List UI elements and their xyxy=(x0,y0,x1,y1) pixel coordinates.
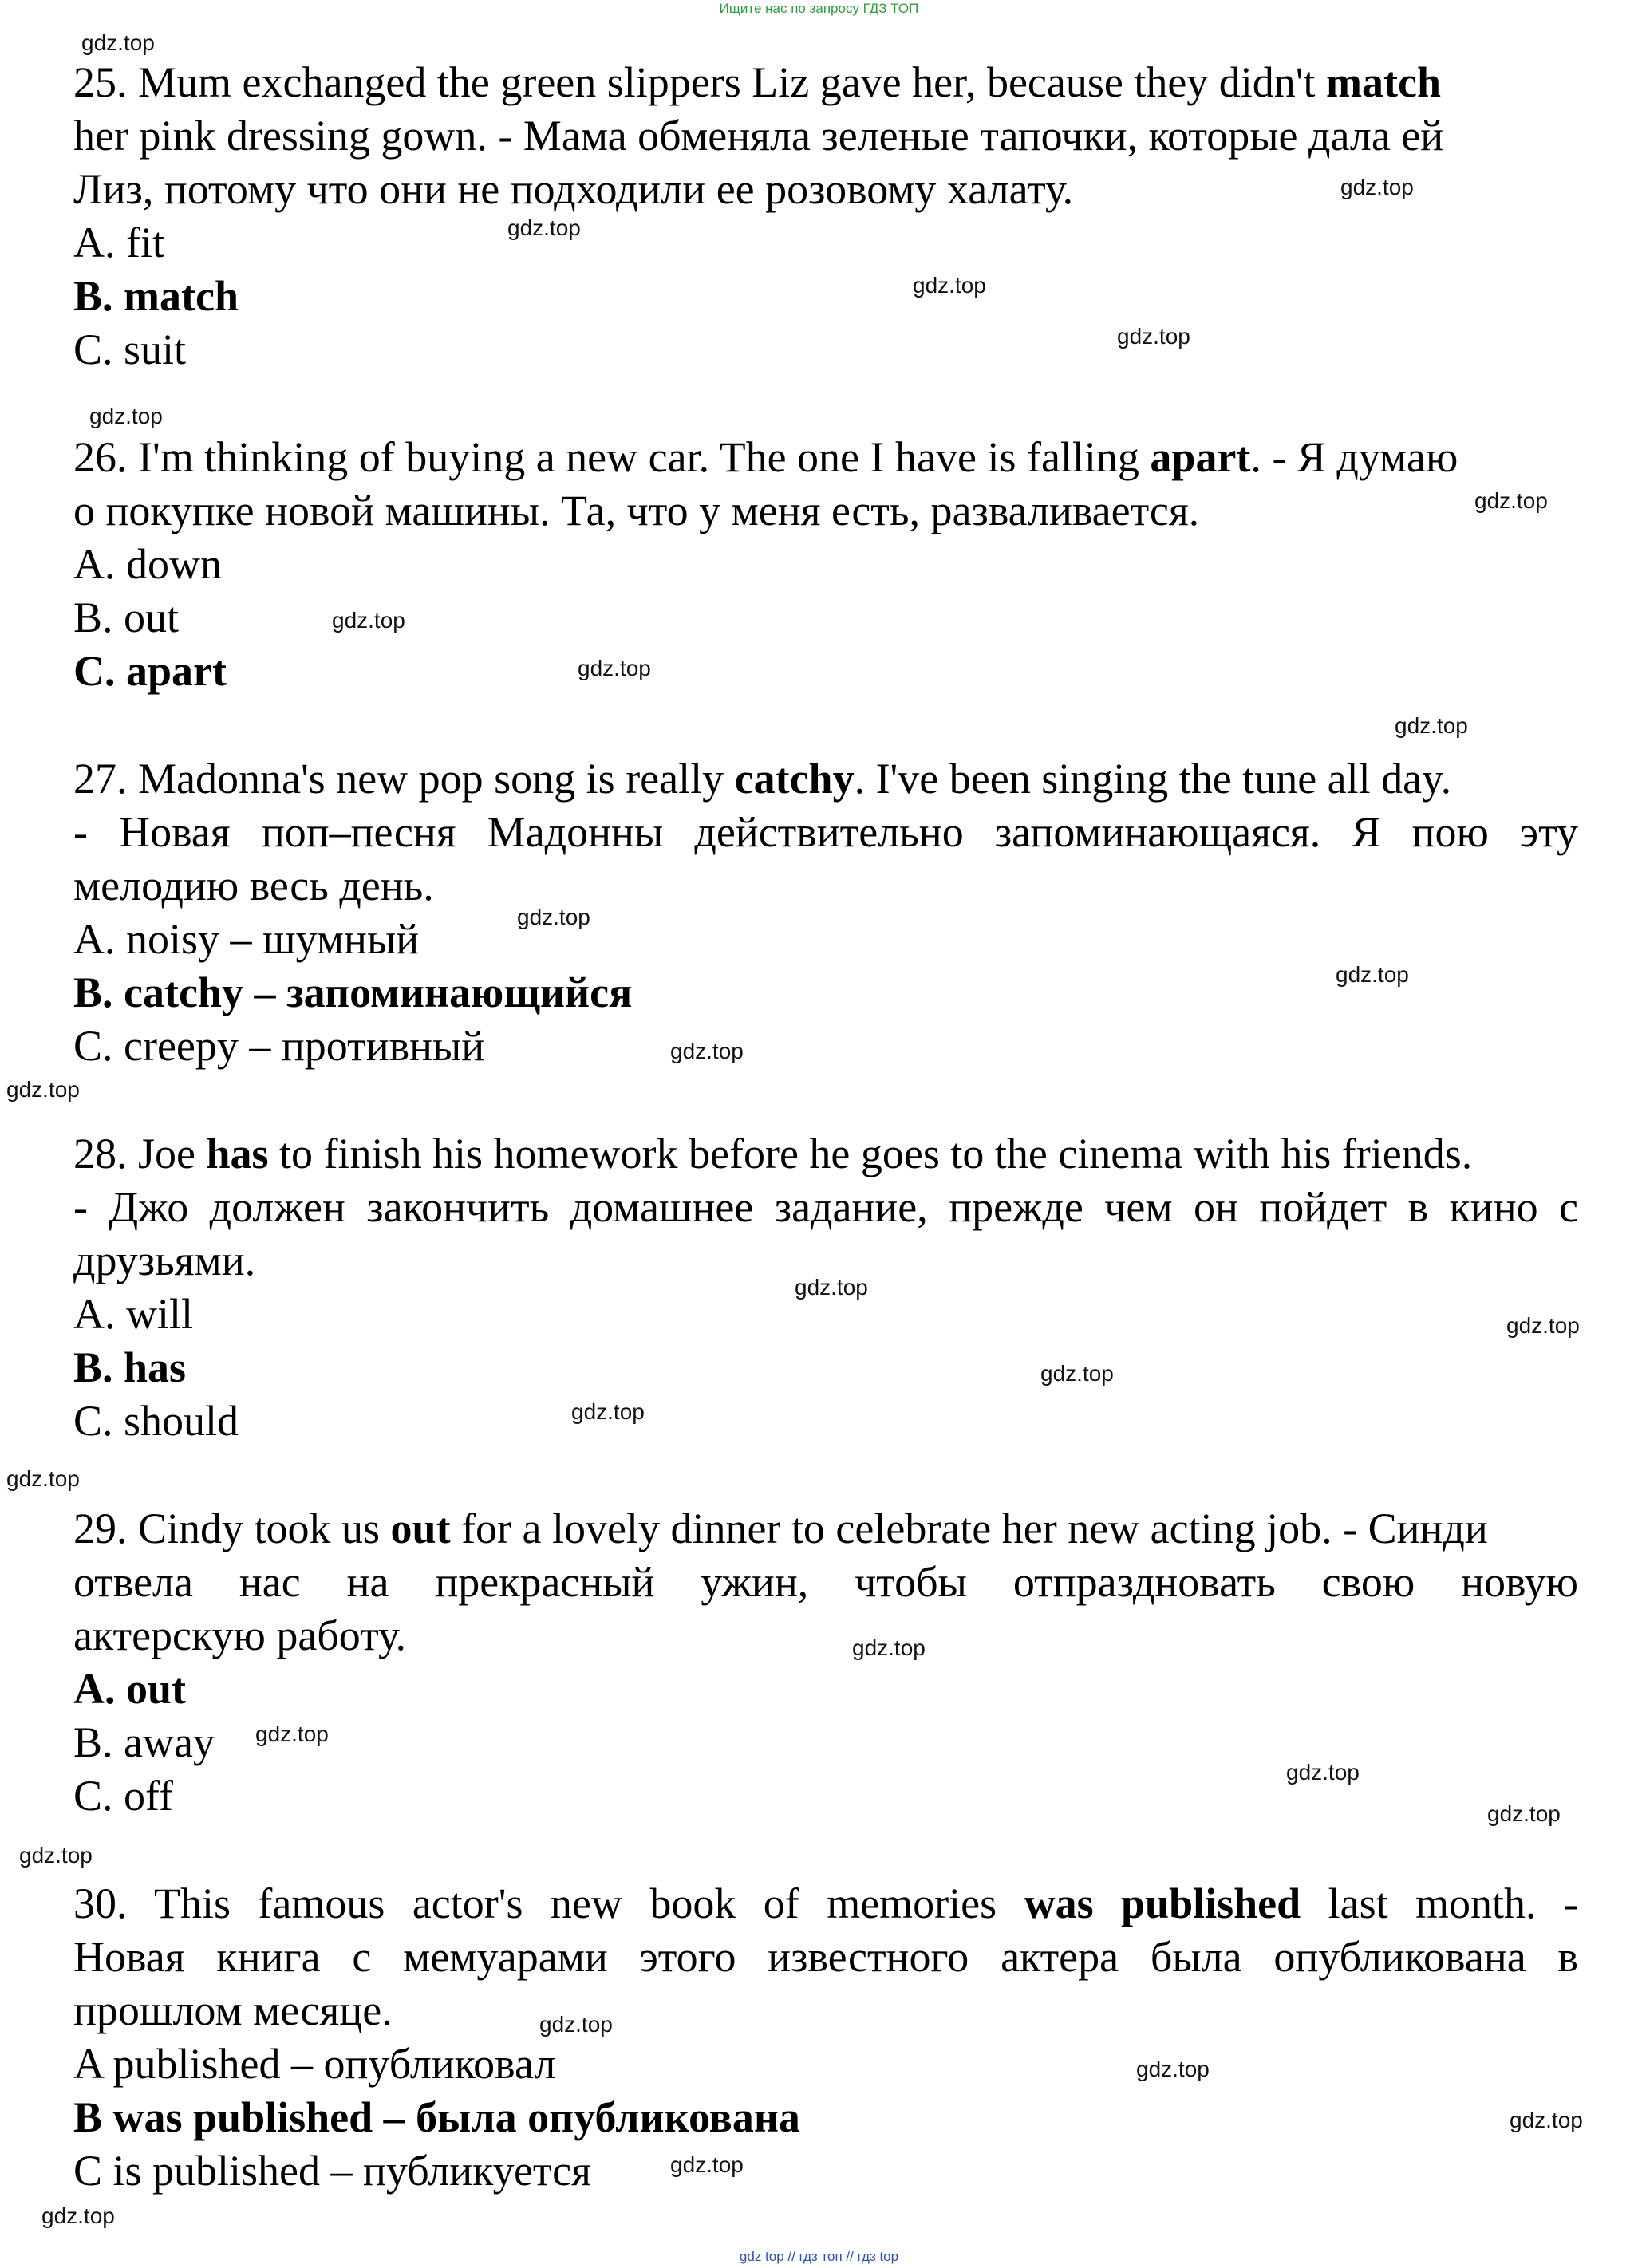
q28-option-a: A. will xyxy=(73,1290,194,1338)
q27-option-a: A. noisy – шумный xyxy=(73,915,420,963)
q29-line-2: отвела нас на прекрасный ужин, чтобы отпраздновать свою новую xyxy=(73,1558,1578,1606)
q25-option-c: C. suit xyxy=(73,325,187,373)
q26-answer-word: apart xyxy=(1150,433,1251,481)
watermark: gdz.top xyxy=(670,2152,744,2177)
watermark: gdz.top xyxy=(913,273,986,298)
q26-option-a: A. down xyxy=(73,540,222,588)
watermark: gdz.top xyxy=(1474,488,1548,513)
q30-line-1: 30. This famous actor's new book of memories was published last month. - xyxy=(73,1879,1578,1927)
q28-line-2: - Джо должен закончить домашнее задание, прежде чем он пойдет в кино с xyxy=(73,1183,1578,1231)
q26-option-b: B. out xyxy=(73,594,180,641)
q25-line-3: Лиз, потому что они не подходили ее розовому халату. xyxy=(73,165,1074,213)
watermark: gdz.top xyxy=(670,1039,744,1063)
watermark: gdz.top xyxy=(1117,324,1190,349)
q26-option-c: C. apart xyxy=(73,647,227,695)
q25-option-a: A. fit xyxy=(73,219,164,266)
q28-answer-word: has xyxy=(206,1130,269,1177)
watermark: gdz.top xyxy=(41,2203,115,2228)
watermark: gdz.top xyxy=(332,608,405,633)
watermark: gdz.top xyxy=(89,404,163,428)
watermark: gdz.top xyxy=(1286,1760,1360,1785)
q26-line-2: о покупке новой машины. Та, что у меня есть, разваливается. xyxy=(73,487,1200,534)
q29-line-3: актерскую работу. xyxy=(73,1611,407,1659)
q27-option-b: B. catchy – запоминающийся xyxy=(73,968,633,1016)
q25-line-2: her pink dressing gown. - Мама обменяла зеленые тапочки, которые дала ей xyxy=(73,112,1444,160)
q29-answer-word: out xyxy=(390,1505,451,1552)
watermark: gdz.top xyxy=(1487,1801,1561,1826)
q27-line-3: мелодию весь день. xyxy=(73,862,434,909)
watermark: gdz.top xyxy=(795,1275,868,1300)
watermark: gdz.top xyxy=(852,1635,926,1660)
watermark: gdz.top xyxy=(1395,713,1468,738)
q30-answer-word: was published xyxy=(1024,1879,1301,1927)
q25-answer-word: match xyxy=(1326,58,1442,106)
watermark: gdz.top xyxy=(6,1077,80,1102)
q28-line-1: 28. Joe has to finish his homework before he goes to the cinema with his friends. xyxy=(73,1130,1473,1177)
q26-line-1: 26. I'm thinking of buying a new car. The one I have is falling apart. - Я думаю xyxy=(73,433,1458,481)
q30-option-b: B was published – была опубликована xyxy=(73,2093,800,2141)
q29-option-a: A. out xyxy=(73,1665,187,1713)
q30-line-2: Новая книга с мемуарами этого известного актера была опубликована в xyxy=(73,1933,1578,1981)
q25-line-1: 25. Mum exchanged the green slippers Liz gave her, because they didn't match xyxy=(73,58,1442,106)
watermark: gdz.top xyxy=(507,215,581,240)
q28-option-c: C. should xyxy=(73,1397,239,1445)
q29-line-1: 29. Cindy took us out for a lovely dinner to celebrate her new acting job. - Синди xyxy=(73,1505,1488,1552)
q27-line-1: 27. Madonna's new pop song is really catchy. I've been singing the tune all day. xyxy=(73,755,1452,803)
q30-option-a: A published – опубликовал xyxy=(73,2040,556,2088)
q29-option-b: B. away xyxy=(73,1718,215,1766)
watermark: gdz.top xyxy=(517,905,590,929)
search-banner[interactable]: Ищите нас по запросу ГДЗ ТОП xyxy=(719,1,919,16)
footer-links[interactable]: gdz top // гдз топ // гдз top xyxy=(739,2249,899,2264)
watermark: gdz.top xyxy=(6,1466,80,1491)
q28-line-3: друзьями. xyxy=(73,1237,256,1284)
watermark: gdz.top xyxy=(1510,2108,1583,2132)
watermark: gdz.top xyxy=(1506,1313,1580,1338)
watermark: gdz.top xyxy=(255,1722,329,1746)
q30-option-c: C is published – публикуется xyxy=(73,2147,591,2195)
watermark: gdz.top xyxy=(1336,962,1409,987)
q27-line-2: - Новая поп–песня Мадонны действительно запоминающаяся. Я пою эту xyxy=(73,808,1578,856)
watermark: gdz.top xyxy=(1136,2057,1210,2081)
watermark: gdz.top xyxy=(539,2012,613,2037)
watermark: gdz.top xyxy=(1340,175,1414,199)
watermark: gdz.top xyxy=(578,656,651,680)
q27-answer-word: catchy xyxy=(734,755,855,803)
watermark: gdz.top xyxy=(81,30,155,55)
q25-option-b: B. match xyxy=(73,272,239,320)
q28-option-b: B. has xyxy=(73,1343,187,1391)
q27-option-c: C. creepy – противный xyxy=(73,1022,485,1070)
watermark: gdz.top xyxy=(19,1843,93,1868)
q29-option-c: C. off xyxy=(73,1772,174,1820)
watermark: gdz.top xyxy=(1040,1361,1114,1386)
watermark: gdz.top xyxy=(571,1399,645,1424)
q30-line-3: прошлом месяце. xyxy=(73,1986,393,2034)
